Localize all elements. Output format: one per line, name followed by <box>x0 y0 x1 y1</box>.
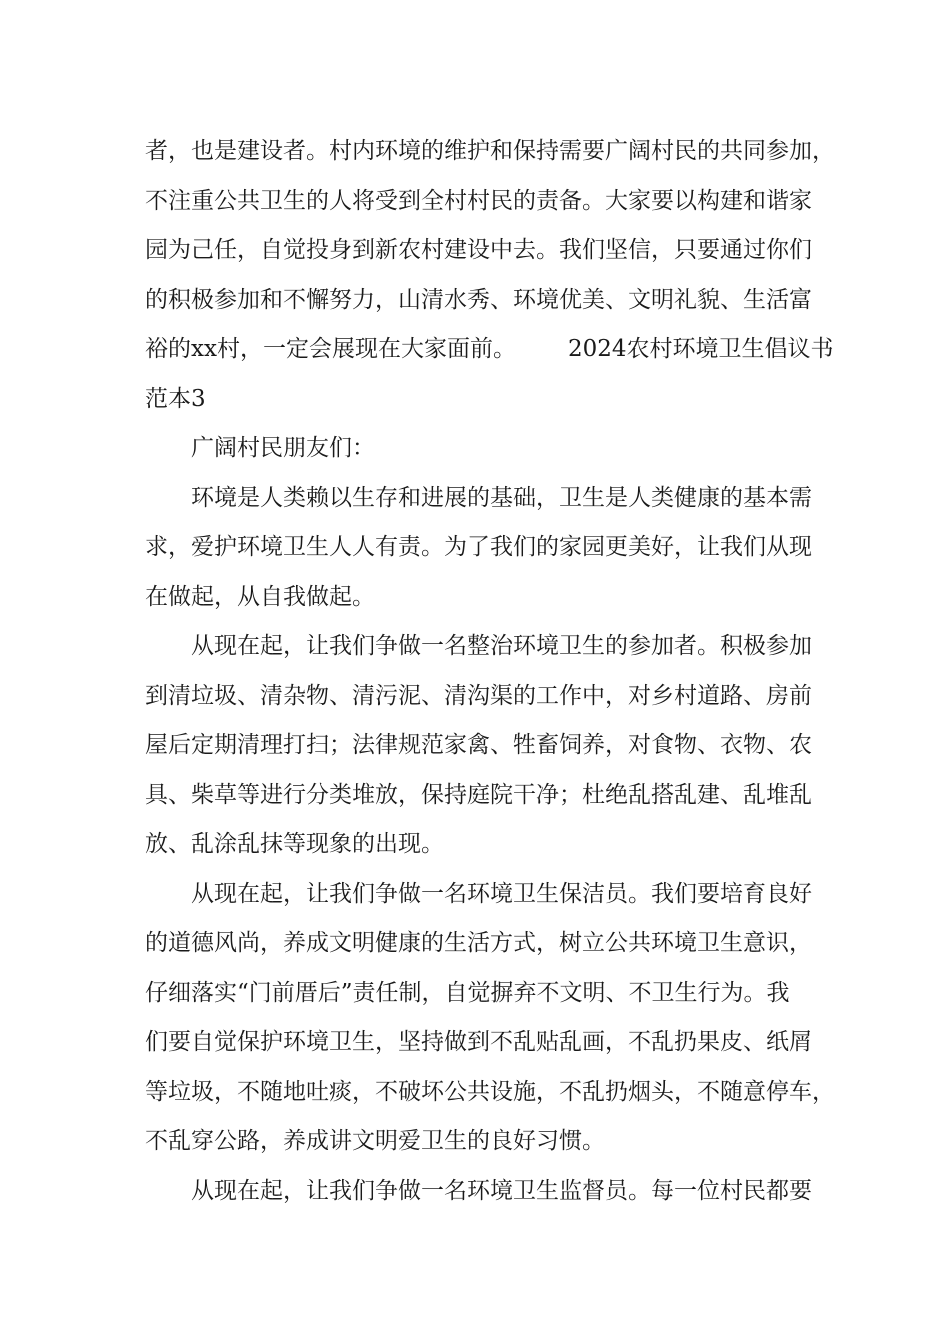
text-line: 不注重公共卫生的人将受到全村村民的责备。大家要以构建和谐家 <box>145 187 812 214</box>
text-line-with-heading <box>145 325 835 375</box>
text-line: 在做起，从自我做起。 <box>145 583 375 610</box>
text-line: 等垃圾，不随地吐痰，不破坏公共设施，不乱扔烟头，不随意停车， <box>145 1078 835 1105</box>
text-line: 不乱穿公路，养成讲文明爱卫生的良好习惯。 <box>145 1128 605 1154</box>
salutation: 广阔村民朋友们： <box>191 435 375 461</box>
text-line: 者，也是建设者。村内环境的维护和保持需要广阔村民的共同参加， <box>145 138 835 164</box>
text-line: 的道德风尚，养成文明健康的生活方式，树立公共环境卫生意识， <box>145 930 812 956</box>
text-line: 仔细落实“门前厝后”责任制，自觉摒弃不文明、不卫生行为。我 <box>145 979 790 1006</box>
section-heading-continuation: 范本3 <box>145 385 206 412</box>
paragraph-start: 从现在起，让我们争做一名整治环境卫生的参加者。积极参加 <box>191 633 812 659</box>
text-line: 屋后定期清理打扫；法律规范家禽、牲畜饲养，对食物、衣物、农 <box>145 732 812 758</box>
section-heading: 2024农村环境卫生倡议书 <box>567 336 834 362</box>
text-line: 具、柴草等进行分类堆放，保持庭院干净；杜绝乱搭乱建、乱堆乱 <box>145 781 812 808</box>
text-line: 放、乱涂乱抹等现象的出现。 <box>145 831 444 857</box>
paragraph-start: 环境是人类赖以生存和进展的基础，卫生是人类健康的基本需 <box>191 484 812 511</box>
paragraph-start: 从现在起，让我们争做一名环境卫生监督员。每一位村民都要 <box>191 1177 812 1204</box>
text-line: 们要自觉保护环境卫生，坚持做到不乱贴乱画，不乱扔果皮、纸屑 <box>145 1029 812 1055</box>
document-body <box>145 127 835 1216</box>
text-line: 园为己任，自觉投身到新农村建设中去。我们坚信，只要通过你们 <box>145 237 812 263</box>
text-line: 到清垃圾、清杂物、清污泥、清沟渠的工作中，对乡村道路、房前 <box>145 682 812 709</box>
text-line: 的积极参加和不懈努力，山清水秀、环境优美、文明礼貌、生活富 <box>145 286 812 313</box>
text-line: 求，爱护环境卫生人人有责。为了我们的家园更美好，让我们从现 <box>145 534 812 560</box>
text-line: 裕的xx村，一定会展现在大家面前。 <box>145 336 516 362</box>
paragraph-start: 从现在起，让我们争做一名环境卫生保洁员。我们要培育良好 <box>191 880 812 907</box>
